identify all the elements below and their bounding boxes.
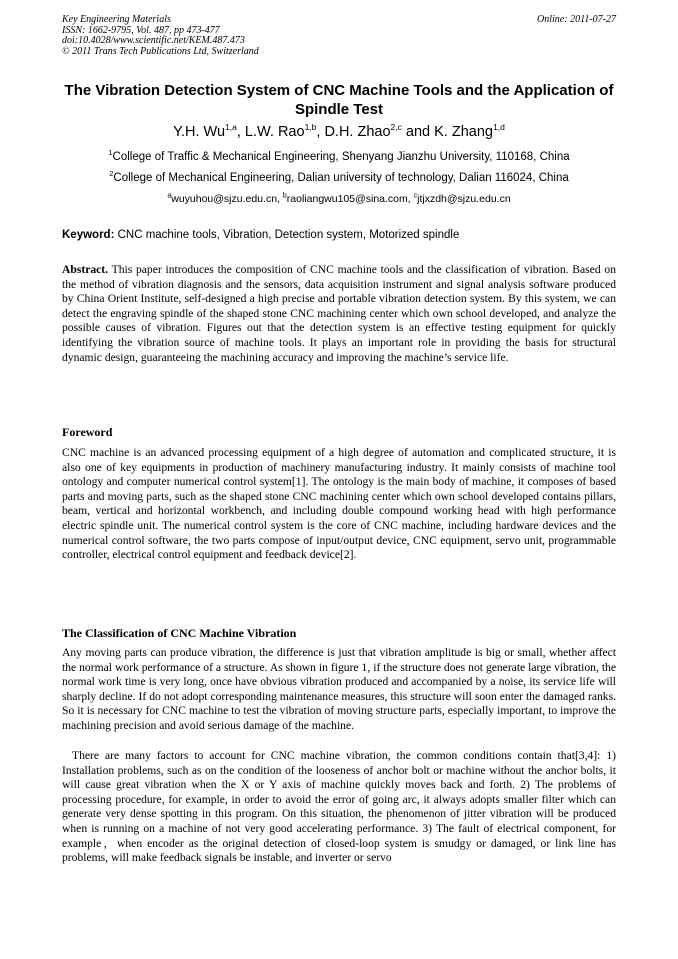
abstract-text: This paper introduces the composition of CNC machine tools and the classification of vibration. Based on the method of vibration diagnosis and the sensors, data acquisition instrument and signal analysis software produced by China Orient Institute, self-designed a high precise and portable vibration detection system. By this system, we can detect the engraving spindle of the shaped stone CNC machining center which own school developed, and analyze the possible causes of vibration. Figures out that the detection system is an effective testing equipment for quickly identifying the vibration source of machine tools. It plays an important role in providing the basis for structural dynamic design, guaranteeing the machining accuracy and improving the machine’s service life. xyxy=(62,263,616,364)
affiliation-text: College of Mechanical Engineering, Dalian university of technology, Dalian 116024, China xyxy=(113,172,569,184)
classification-paragraph: Any moving parts can produce vibration, the difference is just that vibration amplitude is big or small, whether affect the normal work performance of a structure. As shown in figure 1, if the structure does not generate large vibration, the normal work time is very long, once have obvious vibration produced and accompanied by a noise, its service life will sharply decline. If do not adopt corresponding maintenance measures, this structure will soon enter the damaged ranks. So it is necessary for CNC machine to test the vibration of moving structure parts, especially important, to improve the machining precision and avoid serious damage of the machine. xyxy=(62,646,616,732)
author-emails xyxy=(62,193,616,206)
affiliation xyxy=(62,171,616,185)
author-affiliation-mark: 1,b xyxy=(304,122,317,133)
author-affiliation-mark: 1,d xyxy=(492,122,505,133)
author-separator: and xyxy=(401,124,435,140)
affiliation xyxy=(62,150,616,164)
author-name: L.W. Rao xyxy=(244,124,305,140)
email-link[interactable]: raoliangwu105@sina.com xyxy=(286,193,408,205)
online-date: Online: 2011-07-27 xyxy=(537,14,616,25)
journal-header xyxy=(62,15,616,57)
author-affiliation-mark: 1,a xyxy=(225,122,237,133)
abstract xyxy=(62,263,616,365)
section-heading-classification: The Classification of CNC Machine Vibration xyxy=(62,626,297,640)
journal-name: Key Engineering Materials xyxy=(62,14,171,25)
email-link[interactable]: jtjxzdh@sjzu.edu.cn xyxy=(417,193,511,205)
affiliation-mark: 1 xyxy=(108,148,113,158)
foreword-paragraph: CNC machine is an advanced processing equipment of a high degree of automation and complicated structure, it is also one of key equipments in production of machinery manufacturing industry. It mainly consists of machine tool ontology and computer numerical control system[1]. The ontology is the main body of machine, it composes of based parts and moving parts, such as the shaped stone CNC machining center which own school developed contains pillars, beam, vertical and horizontal workbench, and including double compound working head with high performance electric spindle unit. The numerical control system is the core of CNC machine, including hardware devices and the numerical control software, the two parts compose of input/output device, CNC equipment, servo unit, programmable controller, electrical control equipment and feedback device[2]. xyxy=(62,446,616,562)
email-separator: , xyxy=(277,193,283,205)
author-name: D.H. Zhao xyxy=(324,124,391,140)
author-name: K. Zhang xyxy=(434,124,493,140)
abstract-label: Abstract. xyxy=(62,263,109,276)
keywords-text: CNC machine tools, Vibration, Detection system, Motorized spindle xyxy=(114,229,460,241)
author-separator: , xyxy=(236,124,245,140)
section-heading-foreword: Foreword xyxy=(62,425,113,439)
classification-paragraph: There are many factors to account for CNC machine vibration, the common conditions contain that[3,4]: 1) Installation problems, such as on the condition of the looseness of anchor bolt or machine without the anchor bolts, it will cause great vibration when the X or Y axis of machine quickly moves back and forth. 2) The problems of processing procedure, for example, in order to avoid the error of going arc, it always adopts smaller filter which can generate very dense spotting in this program. On this situation, the phenomenon of jitter vibration will be produced when is running on a machine of not very good accelerating performance. 3) The fault of electrical component, for example，when encoder as the original detection of closed-loop system is smudgy or damaged, or link line has problems, will make feedback signals be instable, and inverter or servo xyxy=(62,749,616,865)
affiliation-mark: 2 xyxy=(109,169,114,179)
paper-title: The Vibration Detection System of CNC Machine Tools and the Application of Spindle Test xyxy=(64,82,614,118)
journal-doi: doi:10.4028/www.scientific.net/KEM.487.473 xyxy=(62,35,245,46)
keywords-label: Keyword: xyxy=(62,229,115,241)
journal-issn: ISSN: 1662-9795, Vol. 487, pp 473-477 xyxy=(62,24,220,36)
email-link[interactable]: wuyuhou@sjzu.edu.cn xyxy=(171,193,278,205)
affiliation-text: College of Traffic & Mechanical Engineering, Shenyang Jianzhu University, 110168, China xyxy=(112,151,570,163)
journal-copyright: © 2011 Trans Tech Publications Ltd, Switzerland xyxy=(62,45,259,57)
author-list xyxy=(62,123,616,141)
author-name: Y.H. Wu xyxy=(173,124,226,140)
email-mark: c xyxy=(413,192,418,200)
author-affiliation-mark: 2,c xyxy=(390,122,402,133)
author-separator: , xyxy=(316,124,325,140)
email-mark: a xyxy=(167,192,172,200)
keywords xyxy=(62,228,616,242)
email-separator: , xyxy=(407,193,414,205)
email-mark: b xyxy=(282,192,287,200)
